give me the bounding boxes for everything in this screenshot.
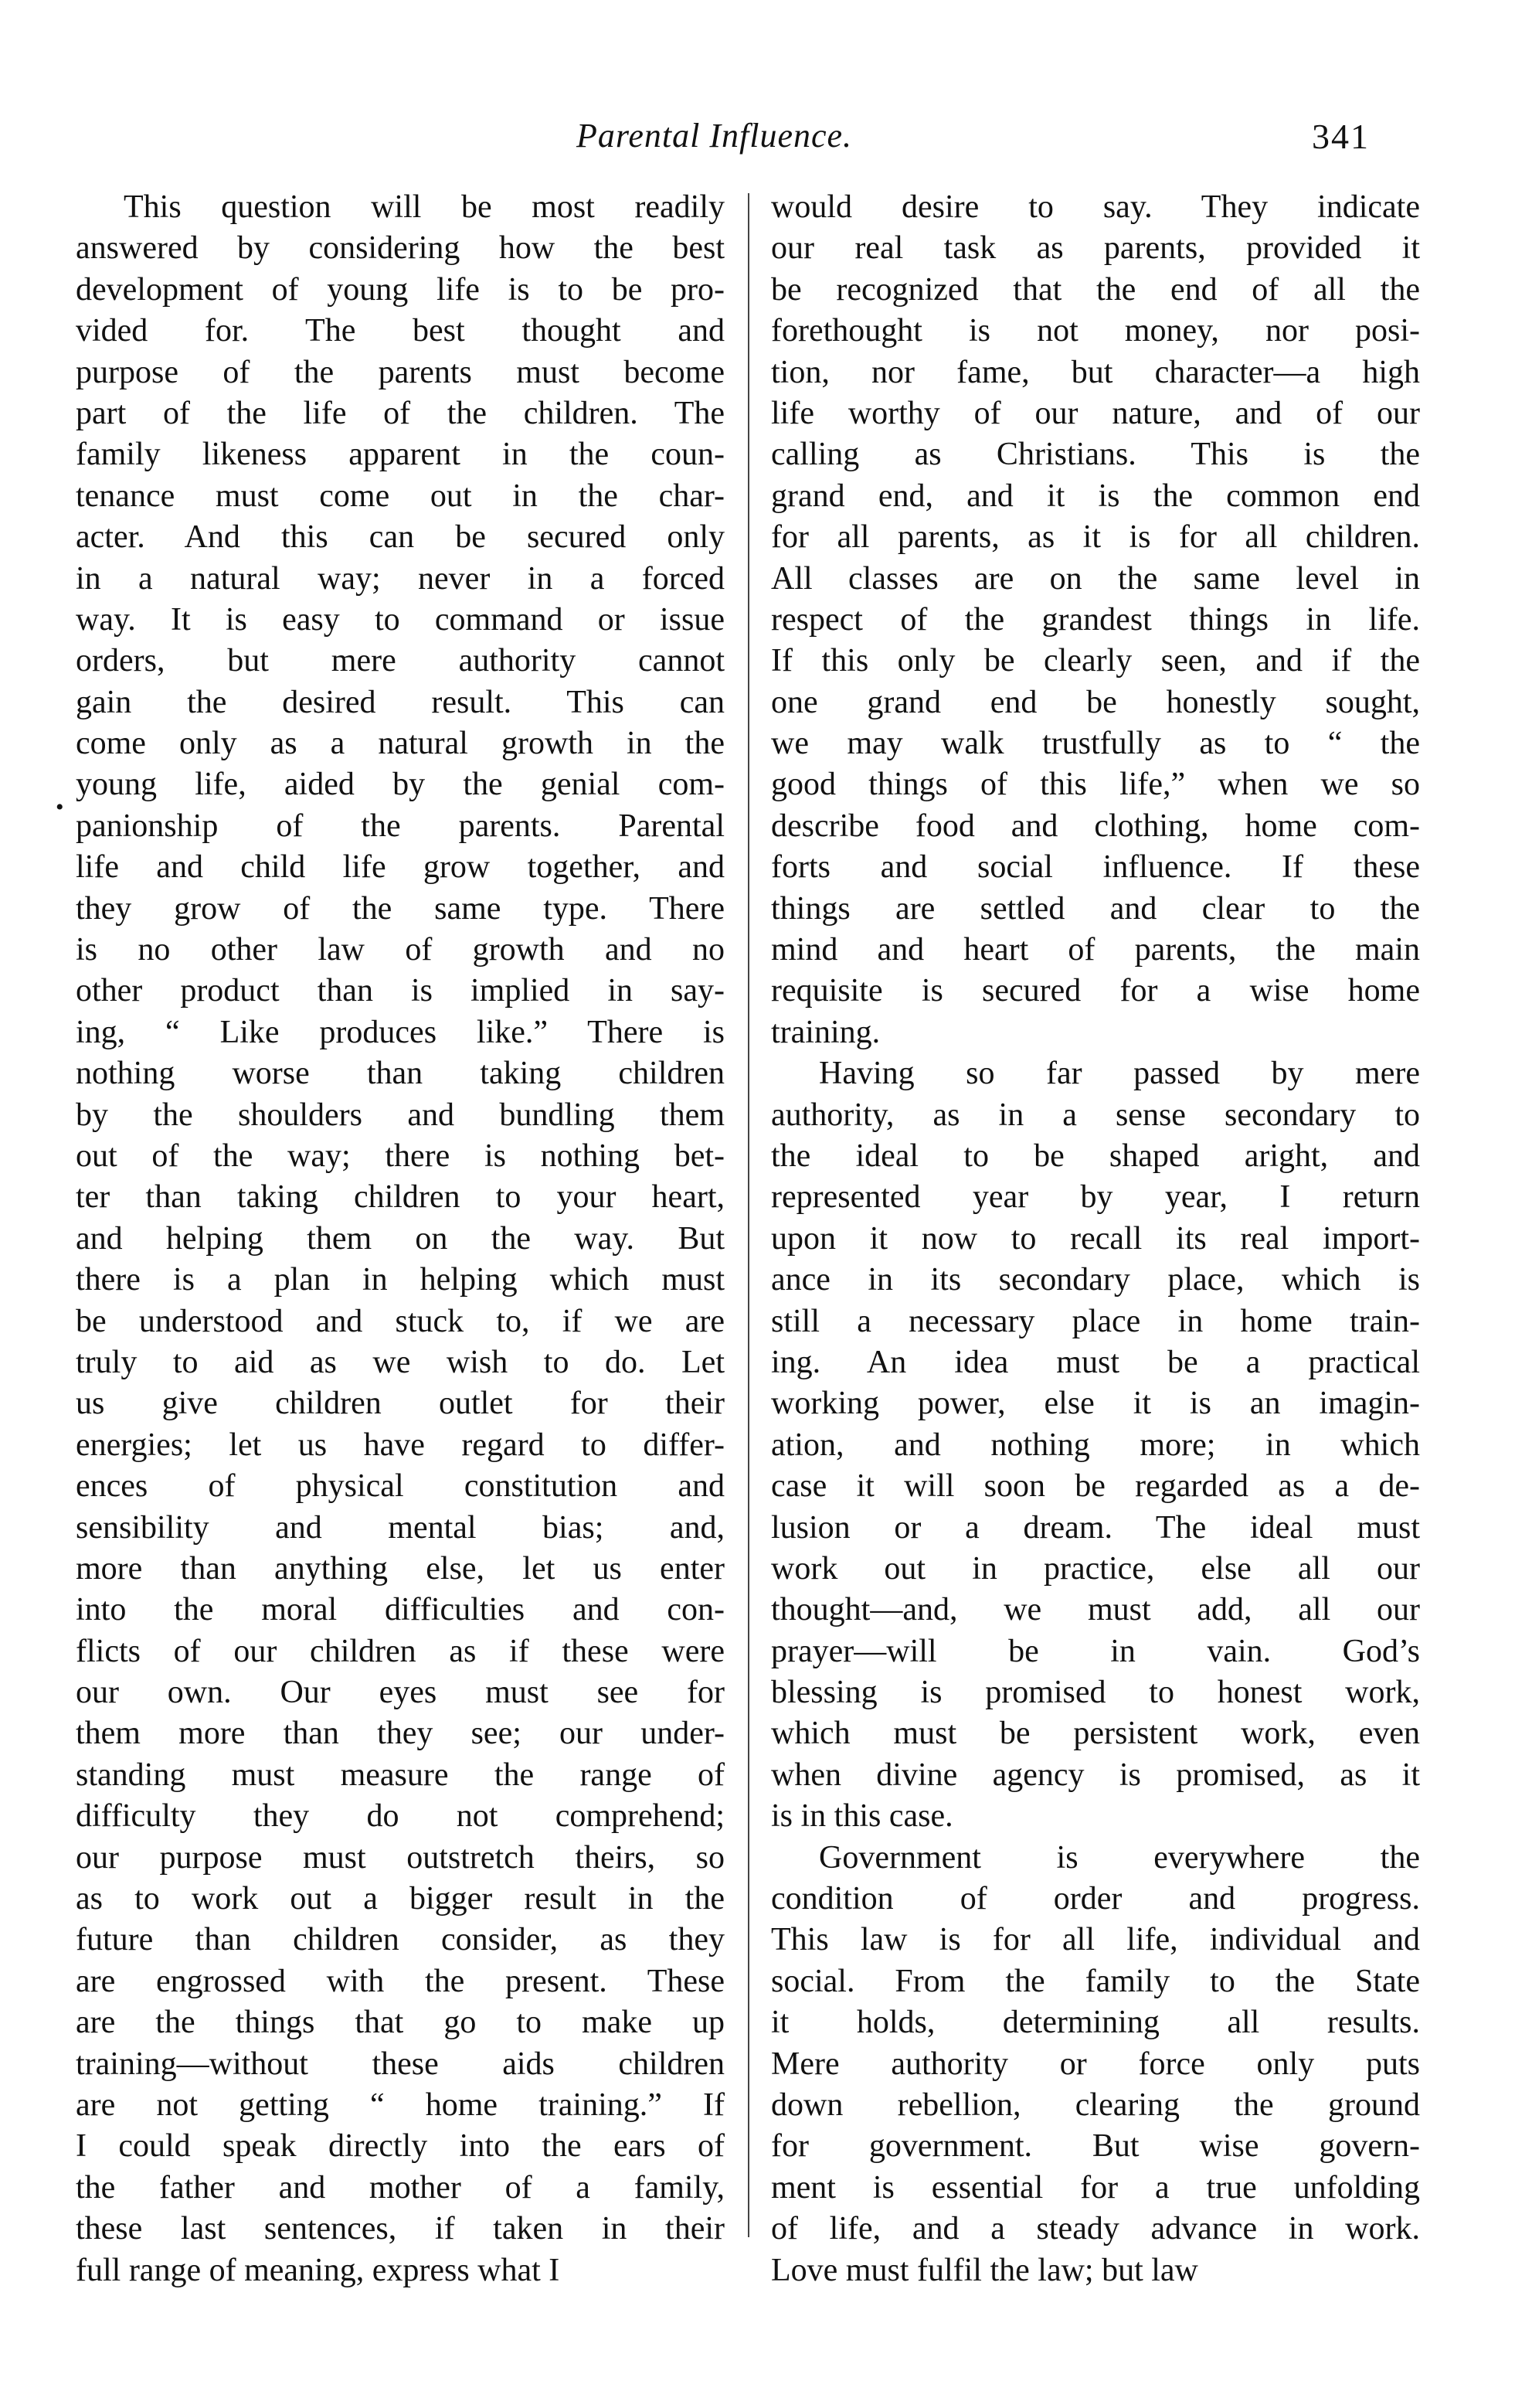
text-line: flicts of our children as if these were — [76, 1633, 725, 1669]
text-line: ter than taking children to your heart, — [76, 1179, 725, 1216]
text-line: are not getting “ home training.” If — [76, 2087, 725, 2123]
text-line: young life, aided by the genial com- — [76, 767, 725, 803]
text-line: difficulty they do not comprehend; — [76, 1798, 725, 1835]
text-line: development of young life is to be pro- — [76, 271, 725, 308]
text-line: sensibility and mental bias; and, — [76, 1509, 725, 1546]
text-line: part of the life of the children. The — [76, 395, 725, 431]
text-line: All classes are on the same level in — [771, 560, 1420, 597]
right-column — [771, 187, 1420, 2291]
text-line: one grand end be honestly sought, — [771, 684, 1420, 720]
text-line: by the shoulders and bundling them — [76, 1097, 725, 1133]
text-line: when divine agency is promised, as it — [771, 1757, 1420, 1793]
text-line: standing must measure the range of — [76, 1757, 725, 1793]
text-line: into the moral difficulties and con- — [76, 1592, 725, 1628]
text-line: us give children outlet for their — [76, 1386, 725, 1422]
page-number: 341 — [1312, 117, 1370, 156]
text-line: is no other law of growth and no — [76, 932, 725, 968]
text-line: truly to aid as we wish to do. Let — [76, 1344, 725, 1380]
text-line: energies; let us have regard to differ- — [76, 1427, 725, 1463]
text-line: panionship of the parents. Parental — [76, 808, 725, 844]
text-line: upon it now to recall its real import- — [771, 1220, 1420, 1257]
text-line: orders, but mere authority cannot — [76, 643, 725, 679]
text-line: grand end, and it is the common end — [771, 478, 1420, 514]
text-line: ance in its secondary place, which is — [771, 1262, 1420, 1298]
text-line: prayer—will be in vain. God’s — [771, 1633, 1420, 1669]
text-line: This question will be most readily — [124, 189, 725, 225]
text-line: down rebellion, clearing the ground — [771, 2087, 1420, 2123]
text-line: would desire to say. They indicate — [771, 189, 1420, 225]
text-line: be understood and stuck to, if we are — [76, 1303, 725, 1339]
text-line: describe food and clothing, home com- — [771, 808, 1420, 844]
text-line: purpose of the parents must become — [76, 354, 725, 390]
text-line: vided for. The best thought and — [76, 313, 725, 349]
margin-mark: • — [56, 794, 64, 820]
text-line: tenance must come out in the char- — [76, 478, 725, 514]
text-line: there is a plan in helping which must — [76, 1262, 725, 1298]
text-line: be recognized that the end of all the — [771, 271, 1420, 308]
text-line: these last sentences, if taken in their — [76, 2211, 725, 2247]
text-line: full range of meaning, express what I — [76, 2252, 560, 2288]
text-line: acter. And this can be secured only — [76, 519, 725, 556]
text-line: in a natural way; never in a forced — [76, 560, 725, 597]
text-line: of life, and a steady advance in work. — [771, 2211, 1420, 2247]
text-line: the ideal to be shaped aright, and — [771, 1138, 1420, 1174]
text-line: are engrossed with the present. These — [76, 1963, 725, 1999]
text-line: which must be persistent work, even — [771, 1716, 1420, 1752]
text-line: ing. An idea must be a practical — [771, 1344, 1420, 1380]
text-line: our own. Our eyes must see for — [76, 1675, 725, 1711]
text-line: If this only be clearly seen, and if the — [771, 643, 1420, 679]
text-line: Having so far passed by mere — [819, 1056, 1420, 1092]
text-line: family likeness apparent in the coun- — [76, 437, 725, 473]
running-header — [0, 116, 1515, 170]
text-line: are the things that go to make up — [76, 2005, 725, 2041]
text-line: I could speak directly into the ears of — [76, 2128, 725, 2165]
text-line: represented year by year, I return — [771, 1179, 1420, 1216]
text-line: case it will soon be regarded as a de- — [771, 1468, 1420, 1505]
text-line: ences of physical constitution and — [76, 1468, 725, 1505]
text-line: for all parents, as it is for all children. — [771, 519, 1420, 556]
text-line: forethought is not money, nor posi- — [771, 313, 1420, 349]
text-line: blessing is promised to honest work, — [771, 1675, 1420, 1711]
text-line: life and child life grow together, and — [76, 849, 725, 886]
text-line: mind and heart of parents, the main — [771, 932, 1420, 968]
text-line: they grow of the same type. There — [76, 890, 725, 927]
text-line: respect of the grandest things in life. — [771, 601, 1420, 638]
text-line: Love must fulfil the law; but law — [771, 2252, 1198, 2288]
text-line: still a necessary place in home train- — [771, 1303, 1420, 1339]
text-line: answered by considering how the best — [76, 230, 725, 267]
text-line: Government is everywhere the — [819, 1839, 1420, 1876]
text-line: ment is essential for a true unfolding — [771, 2169, 1420, 2206]
text-line: life worthy of our nature, and of our — [771, 395, 1420, 431]
text-line: forts and social influence. If these — [771, 849, 1420, 886]
text-line: calling as Christians. This is the — [771, 437, 1420, 473]
text-line: other product than is implied in say- — [76, 973, 725, 1009]
text-line: training—without these aids children — [76, 2046, 725, 2082]
text-line: them more than they see; our under- — [76, 1716, 725, 1752]
text-line: This law is for all life, individual and — [771, 1922, 1420, 1958]
text-line: things are settled and clear to the — [771, 890, 1420, 927]
text-line: it holds, determining all results. — [771, 2005, 1420, 2041]
text-line: requisite is secured for a wise home — [771, 973, 1420, 1009]
text-line: nothing worse than taking children — [76, 1056, 725, 1092]
text-line: Mere authority or force only puts — [771, 2046, 1420, 2082]
text-line: our purpose must outstretch theirs, so — [76, 1839, 725, 1876]
text-line: for government. But wise govern- — [771, 2128, 1420, 2165]
text-line: working power, else it is an imagin- — [771, 1386, 1420, 1422]
text-line: ing, “ Like produces like.” There is — [76, 1014, 725, 1050]
text-line: the father and mother of a family, — [76, 2169, 725, 2206]
text-line: future than children consider, as they — [76, 1922, 725, 1958]
text-line: condition of order and progress. — [771, 1881, 1420, 1917]
text-line: our real task as parents, provided it — [771, 230, 1420, 267]
text-line: way. It is easy to command or issue — [76, 601, 725, 638]
running-title: Parental Influence. — [576, 117, 853, 155]
text-line: training. — [771, 1014, 881, 1050]
text-line: out of the way; there is nothing bet- — [76, 1138, 725, 1174]
text-line: authority, as in a sense secondary to — [771, 1097, 1420, 1133]
column-rule — [748, 193, 749, 2237]
text-line: we may walk trustfully as to “ the — [771, 726, 1420, 762]
text-line: more than anything else, let us enter — [76, 1550, 725, 1587]
text-line: lusion or a dream. The ideal must — [771, 1509, 1420, 1546]
text-line: ation, and nothing more; in which — [771, 1427, 1420, 1463]
text-line: gain the desired result. This can — [76, 684, 725, 720]
text-line: as to work out a bigger result in the — [76, 1881, 725, 1917]
text-line: tion, nor fame, but character—a high — [771, 354, 1420, 390]
text-line: thought—and, we must add, all our — [771, 1592, 1420, 1628]
text-line: and helping them on the way. But — [76, 1220, 725, 1257]
text-line: is in this case. — [771, 1798, 953, 1835]
text-line: come only as a natural growth in the — [76, 726, 725, 762]
text-line: work out in practice, else all our — [771, 1550, 1420, 1587]
text-line: good things of this life,” when we so — [771, 767, 1420, 803]
text-line: social. From the family to the State — [771, 1963, 1420, 1999]
left-column — [76, 187, 725, 2291]
